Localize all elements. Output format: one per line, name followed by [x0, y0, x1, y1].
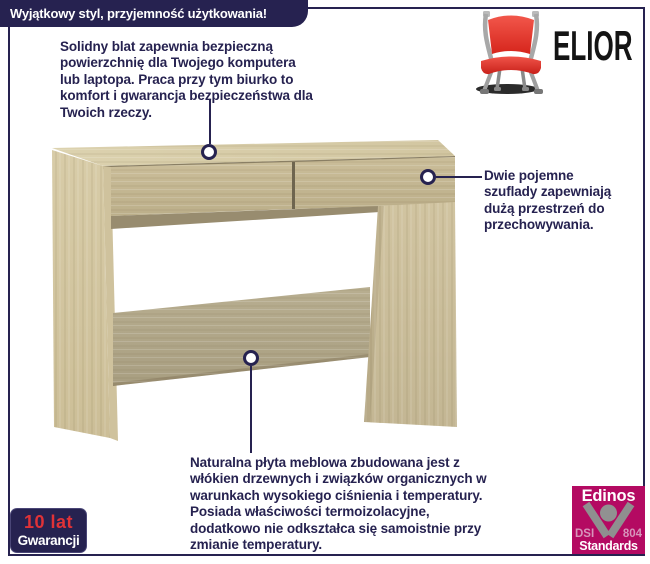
leader-line-board	[250, 366, 252, 453]
brand-name: ELIOR	[553, 22, 633, 69]
callout-board: Naturalna płyta meblowa zbudowana jest z włókien drzewnych i związków organicznych w warunkach wysokiego ciśnienia i temperatury. Posiada właściwości termoizolacyjne, dodatkowo nie odkształca się samoistnie przy zmianie temperatury.	[190, 455, 487, 553]
warranty-badge	[10, 508, 87, 553]
desk-drawer-gap	[292, 162, 295, 209]
warranty-years: 10 lat	[23, 512, 74, 532]
cert-brand: Edinos	[581, 487, 636, 505]
cert-804: 804	[622, 528, 642, 540]
headline-banner	[0, 0, 308, 27]
leader-line-drawers	[436, 176, 482, 178]
marker-desk-top	[201, 144, 217, 160]
edinos-cert-badge	[572, 486, 645, 554]
marker-board	[243, 350, 259, 366]
cert-standards: Standards	[579, 539, 638, 553]
marker-drawers	[420, 169, 436, 185]
cert-dsi: DSI	[575, 528, 595, 540]
headline-text: Wyjątkowy styl, przyjemność użytkowania!	[10, 6, 267, 21]
red-chair-icon	[473, 10, 553, 96]
callout-desk-top: Solidny blat zapewnia bezpieczną powierzchnię dla Twojego komputera lub laptopa. Praca przy tym biurko to komfort i gwarancja bezpieczeństwa dla Twoich rzeczy.	[60, 39, 313, 120]
callout-drawers: Dwie pojemne szuflady zapewniają dużą przestrzeń do przechowywania.	[484, 168, 612, 233]
warranty-label: Gwarancji	[17, 533, 80, 548]
